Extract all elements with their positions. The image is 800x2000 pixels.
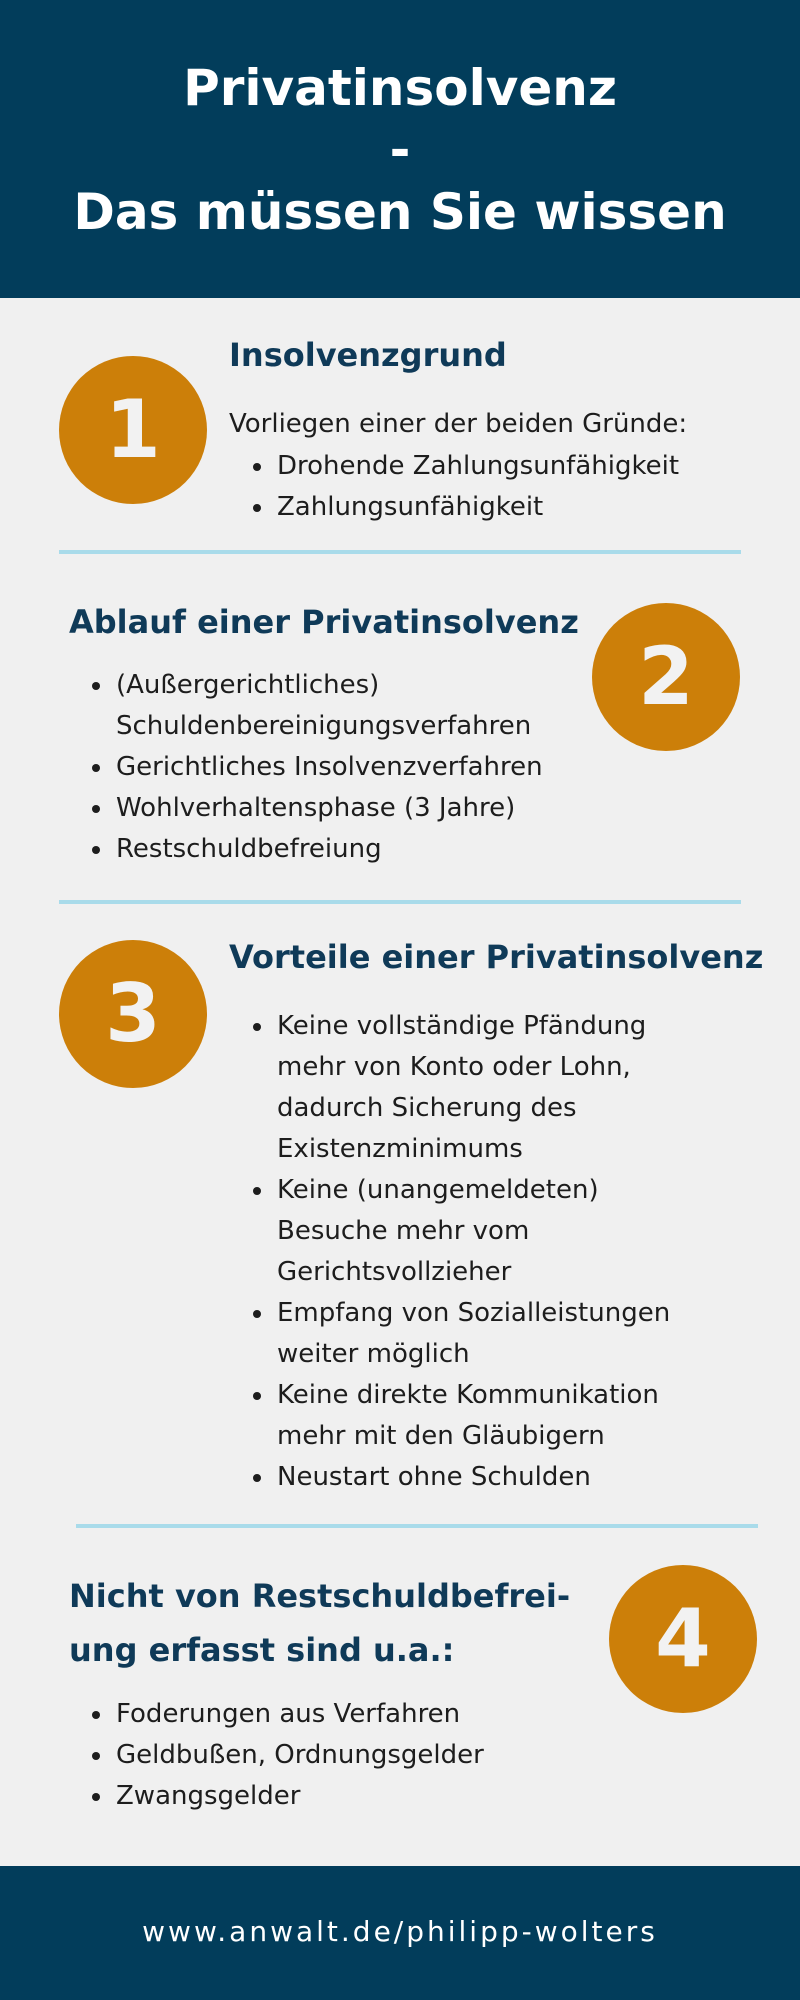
list-item: Keine vollständige Pfändung mehr von Konto oder Lohn, dadurch Sicherung des Existenzminimums xyxy=(251,1006,670,1170)
section-4-number-badge: 4 xyxy=(609,1565,757,1713)
list-item: (Außergerichtliches) Schuldenbereinigungsverfahren xyxy=(90,665,543,747)
section-divider xyxy=(59,900,741,904)
section-3-heading: Vorteile einer Privatinsolvenz xyxy=(229,938,764,976)
footer-url: www.anwalt.de/philipp-wolters xyxy=(142,1915,658,1948)
section-4-list xyxy=(90,1694,484,1817)
list-item: Restschuldbefreiung xyxy=(90,829,543,870)
list-item: Neustart ohne Schulden xyxy=(251,1457,670,1498)
section-4-heading-line-2: ung erfasst sind u.a.: xyxy=(69,1631,455,1669)
list-item: Foderungen aus Verfahren xyxy=(90,1694,484,1735)
section-1-intro: Vorliegen einer der beiden Gründe: xyxy=(229,409,688,439)
section-1-number-badge: 1 xyxy=(59,356,207,504)
header-banner xyxy=(0,0,800,298)
list-item: Gerichtliches Insolvenzverfahren xyxy=(90,747,543,788)
footer-banner xyxy=(0,1866,800,2000)
title-line-1: Privatinsolvenz xyxy=(183,59,617,117)
list-item: Zwangsgelder xyxy=(90,1776,484,1817)
section-2-list xyxy=(90,665,543,870)
list-item: Wohlverhaltensphase (3 Jahre) xyxy=(90,788,543,829)
list-item: Keine (unangemeldeten) Besuche mehr vom Gerichtsvollzieher xyxy=(251,1170,670,1293)
list-item: Drohende Zahlungsunfähigkeit xyxy=(251,446,679,487)
section-divider xyxy=(59,550,741,554)
section-3-list xyxy=(251,1006,670,1498)
list-item: Keine direkte Kommunikation mehr mit den Gläubigern xyxy=(251,1375,670,1457)
section-2-heading: Ablauf einer Privatinsolvenz xyxy=(69,603,579,641)
title-line-3: Das müssen Sie wissen xyxy=(73,183,727,241)
list-item: Geldbußen, Ordnungsgelder xyxy=(90,1735,484,1776)
section-1-heading: Insolvenzgrund xyxy=(229,336,507,374)
section-divider xyxy=(76,1524,758,1528)
title-line-2: - xyxy=(389,121,411,179)
section-1-list xyxy=(251,446,679,528)
section-2-number-badge: 2 xyxy=(592,603,740,751)
section-4-heading-line-1: Nicht von Restschuldbefrei- xyxy=(69,1577,571,1615)
list-item: Zahlungsunfähigkeit xyxy=(251,487,679,528)
section-3-number-badge: 3 xyxy=(59,940,207,1088)
list-item: Empfang von Sozialleistungen weiter möglich xyxy=(251,1293,670,1375)
